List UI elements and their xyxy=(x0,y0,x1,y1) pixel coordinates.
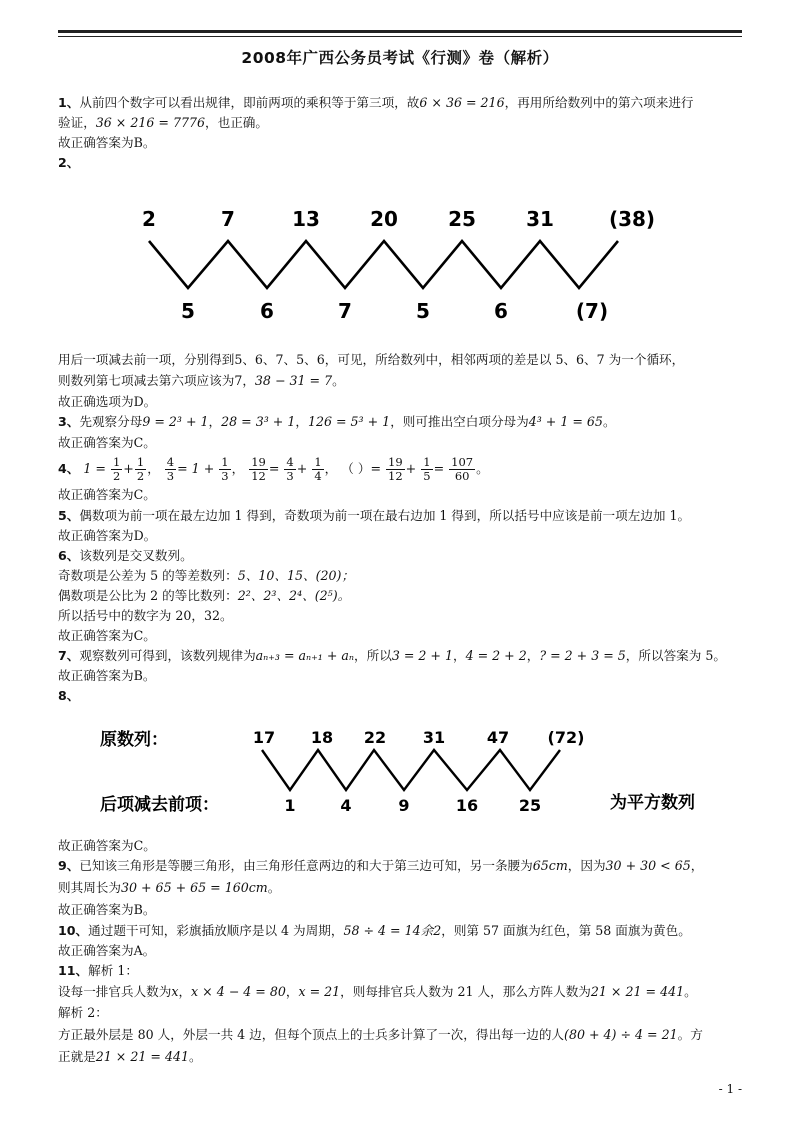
q2-bottom-number-5: (7) xyxy=(575,299,609,323)
frac-1-3: $\frac{1}{3}$ xyxy=(221,455,229,483)
q5-line1: 5、偶数项为前一项在最左边加 1 得到，奇数项为前一项在最右边加 1 得到，所以括号中应该是前一项左边加 1。 xyxy=(58,508,691,523)
q5-answer: 故正确答案为D。 xyxy=(58,528,157,543)
q6-line1: 6、该数列是交叉数列。 xyxy=(58,548,193,563)
q2-top-number-2: 13 xyxy=(292,207,320,231)
page-number: - 1 - xyxy=(718,1082,742,1096)
q8-bottom-number-3: 16 xyxy=(455,796,479,815)
frac-1-5: $\frac{1}{5}$ xyxy=(423,455,431,483)
frac-19-12b: $\frac{19}{12}$ xyxy=(388,455,403,483)
q9-line1: 9、已知该三角形是等腰三角形，由三角形任意两边的和大于第三边可知，另一条腰为65cm，因为30 + 30 < 65， xyxy=(58,858,704,873)
zigzag-line-q8 xyxy=(262,750,560,790)
q4-line: 4、 1 = $\frac{1}{2}$ + $\frac{1}{2}$ ， $\frac{4}{3}$ = 1 + $\frac{1}{3}$ ， $\frac{19}{12}$ = $\frac{4}{3}$ + $\frac{1}{4}$ ， （ ）= $\frac{19}{12}$ + $\frac{1}{5}$ = $\frac{107}{60}$ 。 xyxy=(58,455,489,483)
frac-4-3a: $\frac{4}{3}$ xyxy=(166,455,175,483)
q11-line3: 解析 2： xyxy=(58,1005,108,1020)
frac-19-12a: $\frac{19}{12}$ xyxy=(251,455,266,483)
q8-top-number-1: 18 xyxy=(310,728,334,747)
q2-top-number-5: 31 xyxy=(526,207,554,231)
q11-line2: 设每一排官兵人数为x，x × 4 − 4 = 80，x = 21，则每排官兵人数为 21 人，那么方阵人数为21 × 21 = 441。 xyxy=(58,984,697,999)
q2-top-number-1: 7 xyxy=(221,207,235,231)
q8-top-number-4: 47 xyxy=(486,728,510,747)
q8-top-number-2: 22 xyxy=(363,728,387,747)
q1-line2: 验证，36 × 216 = 7776，也正确。 xyxy=(58,115,268,130)
q6-line4: 所以括号中的数字为 20，32。 xyxy=(58,608,233,623)
q8-bottom-number-0: 1 xyxy=(284,796,296,815)
q11-line1: 11、解析 1： xyxy=(58,963,138,978)
q8-note: 为平方数列 xyxy=(610,793,695,813)
q3-line1: 3、先观察分母9 = 2³ + 1，28 = 3³ + 1，126 = 5³ + 1，则可推出空白项分母为4³ + 1 = 65。 xyxy=(58,414,616,429)
q2-answer: 故正确选项为D。 xyxy=(58,394,157,409)
frac-1-2b: $\frac{1}{2}$ xyxy=(136,455,145,483)
q11-line4: 方正最外层是 80 人，外层一共 4 边，但每个顶点上的士兵多计算了一次，得出每一边的人(80 + 4) ÷ 4 = 21。方 xyxy=(58,1027,703,1042)
q8-answer: 故正确答案为C。 xyxy=(58,838,156,853)
q6-answer: 故正确答案为C。 xyxy=(58,628,156,643)
q8-row1-label: 原数列： xyxy=(100,730,168,750)
q2-bottom-number-3: 5 xyxy=(416,299,430,323)
q6-line3: 偶数项是公比为 2 的等比数列：2²、2³、2⁴、(2⁵)。 xyxy=(58,588,351,603)
q2-line1: 用后一项减去前一项，分别得到5、6、7、5、6，可见，所给数列中，相邻两项的差是以 5、6、7 为一个循环， xyxy=(58,352,685,367)
q2-top-number-0: 2 xyxy=(142,207,156,231)
q8-top-number-3: 31 xyxy=(422,728,446,747)
q7-line1: 7、观察数列可得到，该数列规律为aₙ₊₃ = aₙ₊₁ + aₙ，所以3 = 2 + 1，4 = 2 + 2，? = 2 + 3 = 5，所以答案为 5。 xyxy=(58,648,726,663)
q1-line1: 1、从前四个数字可以看出规律，即前两项的乘积等于第三项，故6 × 36 = 216，再用所给数列中的第六项来进行 xyxy=(58,95,694,110)
q8-bottom-number-4: 25 xyxy=(518,796,542,815)
frac-1-2a: $\frac{1}{2}$ xyxy=(112,455,121,483)
q4-answer: 故正确答案为C。 xyxy=(58,487,156,502)
q8-label: 8、 xyxy=(58,688,80,703)
q8-bottom-number-2: 9 xyxy=(398,796,410,815)
q2-bottom-number-0: 5 xyxy=(181,299,195,323)
q10-answer: 故正确答案为A。 xyxy=(58,943,156,958)
q7-answer: 故正确答案为B。 xyxy=(58,668,156,683)
q3-answer: 故正确答案为C。 xyxy=(58,435,156,450)
q8-top-number-0: 17 xyxy=(252,728,276,747)
q2-top-number-4: 25 xyxy=(448,207,476,231)
q10-line1: 10、通过题干可知，彩旗插放顺序是以 4 为周期，58 ÷ 4 = 14余2，则第 57 面旗为红色，第 58 面旗为黄色。 xyxy=(58,923,691,938)
q8-bottom-number-1: 4 xyxy=(340,796,352,815)
frac-107-60: $\frac{107}{60}$ xyxy=(451,455,474,483)
q9-answer: 故正确答案为B。 xyxy=(58,902,156,917)
q8-row2-label: 后项减去前项： xyxy=(100,795,219,815)
q2-bottom-number-2: 7 xyxy=(338,299,352,323)
q2-top-number-6: (38) xyxy=(608,207,656,231)
q11-line5: 正就是21 × 21 = 441。 xyxy=(58,1049,202,1064)
q2-bottom-number-4: 6 xyxy=(494,299,508,323)
q9-line2: 则其周长为30 + 65 + 65 = 160cm。 xyxy=(58,880,281,895)
frac-4-3b: $\frac{4}{3}$ xyxy=(286,455,294,483)
q8-top-number-5: (72) xyxy=(547,728,585,747)
page-title: 2008年广西公务员考试《行测》卷（解析） xyxy=(241,49,559,67)
q1-answer: 故正确答案为B。 xyxy=(58,135,156,150)
frac-1-4: $\frac{1}{4}$ xyxy=(314,455,322,483)
q2-line2: 则数列第七项减去第六项应该为7，38 − 31 = 7。 xyxy=(58,373,345,388)
q2-bottom-number-1: 6 xyxy=(260,299,274,323)
q2-top-number-3: 20 xyxy=(370,207,398,231)
q2-label: 2、 xyxy=(58,155,80,170)
q6-line2: 奇数项是公差为 5 的等差数列：5、10、15、(20)； xyxy=(58,568,355,583)
